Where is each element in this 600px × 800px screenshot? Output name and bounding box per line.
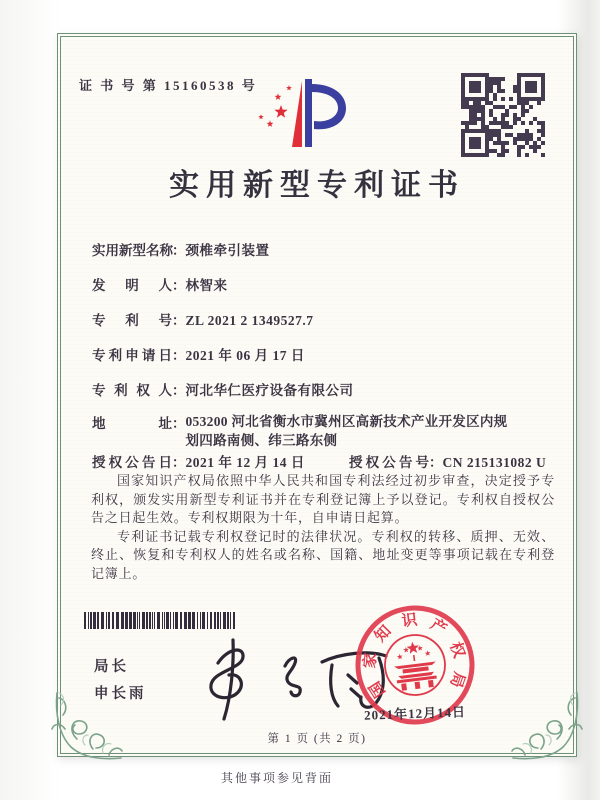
field-label: 专利号 xyxy=(92,313,172,328)
field-grant-row: 授权公告日：2021 年 12 月 14 日 授权公告号：CN 215131082 U xyxy=(92,451,305,471)
logo-p-bowl xyxy=(312,84,346,129)
legal-text xyxy=(91,472,555,583)
field-label: 专利权人 xyxy=(92,383,172,398)
svg-text:家: 家 xyxy=(361,652,380,670)
certificate-title: 实用新型专利证书 xyxy=(169,169,465,202)
logo-red-wedge xyxy=(292,81,302,147)
svg-text:权: 权 xyxy=(446,639,468,661)
field-label: 专利申请日 xyxy=(92,348,172,363)
field-label: 授权公告日 xyxy=(92,455,172,470)
field-patentee: 专利权人：河北华仁医疗设备有限公司 xyxy=(92,379,354,399)
certificate-page xyxy=(57,33,577,757)
cnipa-logo xyxy=(253,79,349,151)
grant-date: 2021 年 12 月 14 日 xyxy=(185,455,305,470)
legal-paragraph-2: 专利证书记载专利权登记时的法律状况。专利权的转移、质押、无效、终止、恢复和专利权人的姓名或名称、国籍、地址变更等事项记载在专利登记簿上。 xyxy=(91,528,555,581)
svg-text:局: 局 xyxy=(446,669,468,690)
svg-text:国: 国 xyxy=(366,678,390,701)
qr-code xyxy=(461,73,545,157)
field-grant-no: 授权公告号：CN 215131082 U xyxy=(349,451,546,471)
seal-date: 2021年12月14日 xyxy=(363,704,467,723)
field-patent-no: 专利号：ZL 2021 2 1349527.7 xyxy=(92,309,314,329)
officer-name: 申长雨 xyxy=(94,686,147,702)
field-name: 实用新型名称：颈椎牵引装置 xyxy=(92,239,270,259)
grant-no: CN 215131082 U xyxy=(442,455,547,470)
emblem-stars xyxy=(395,640,430,660)
field-value: 林智来 xyxy=(185,278,228,293)
field-label: 地址 xyxy=(92,416,172,431)
field-label: 发明人 xyxy=(92,278,172,293)
national-emblem xyxy=(382,632,449,699)
seal-org-text xyxy=(353,605,472,703)
legal-paragraph-1: 国家知识产权局依照中华人民共和国专利法经过初步审查，决定授予专利权，颁发实用新型专利证书并在专利登记簿上予以登记。专利权自授权公告之日起生效。专利权期限为十年，自申请日起算。 xyxy=(91,473,555,525)
officer-title: 局长 xyxy=(94,659,129,675)
logo-blue-bar xyxy=(305,79,312,147)
certificate-number: 证 书 号 第 15160538 号 xyxy=(79,78,258,93)
logo-stars xyxy=(258,85,292,127)
field-value: 颈椎牵引装置 xyxy=(185,243,270,258)
svg-text:识: 识 xyxy=(400,611,419,631)
field-filing-date: 专利申请日：2021 年 06 月 17 日 xyxy=(92,344,305,364)
page-number: 第 1 页 (共 2 页) xyxy=(267,733,367,745)
field-value: 河北华仁医疗设备有限公司 xyxy=(185,383,354,398)
barcode xyxy=(84,612,238,629)
svg-text:产: 产 xyxy=(427,615,450,639)
field-label: 实用新型名称 xyxy=(92,243,173,258)
field-inventor: 发明人：林智来 xyxy=(92,274,228,294)
field-value: ZL 2021 2 1349527.7 xyxy=(185,313,314,328)
field-value: 2021 年 06 月 17 日 xyxy=(185,348,305,363)
svg-text:知: 知 xyxy=(371,622,395,646)
back-note: 其他事项参见背面 xyxy=(220,771,333,785)
field-address: 地址：053200 河北省衡水市冀州区高新技术产业开发区内规划四路南侧、纬三路东侧 xyxy=(92,414,508,448)
corner-flourish-right xyxy=(511,685,583,765)
field-value: 053200 河北省衡水市冀州区高新技术产业开发区内规划四路南侧、纬三路东侧 xyxy=(185,414,508,448)
field-label: 授权公告号 xyxy=(349,455,429,470)
corner-flourish-left xyxy=(51,685,123,765)
